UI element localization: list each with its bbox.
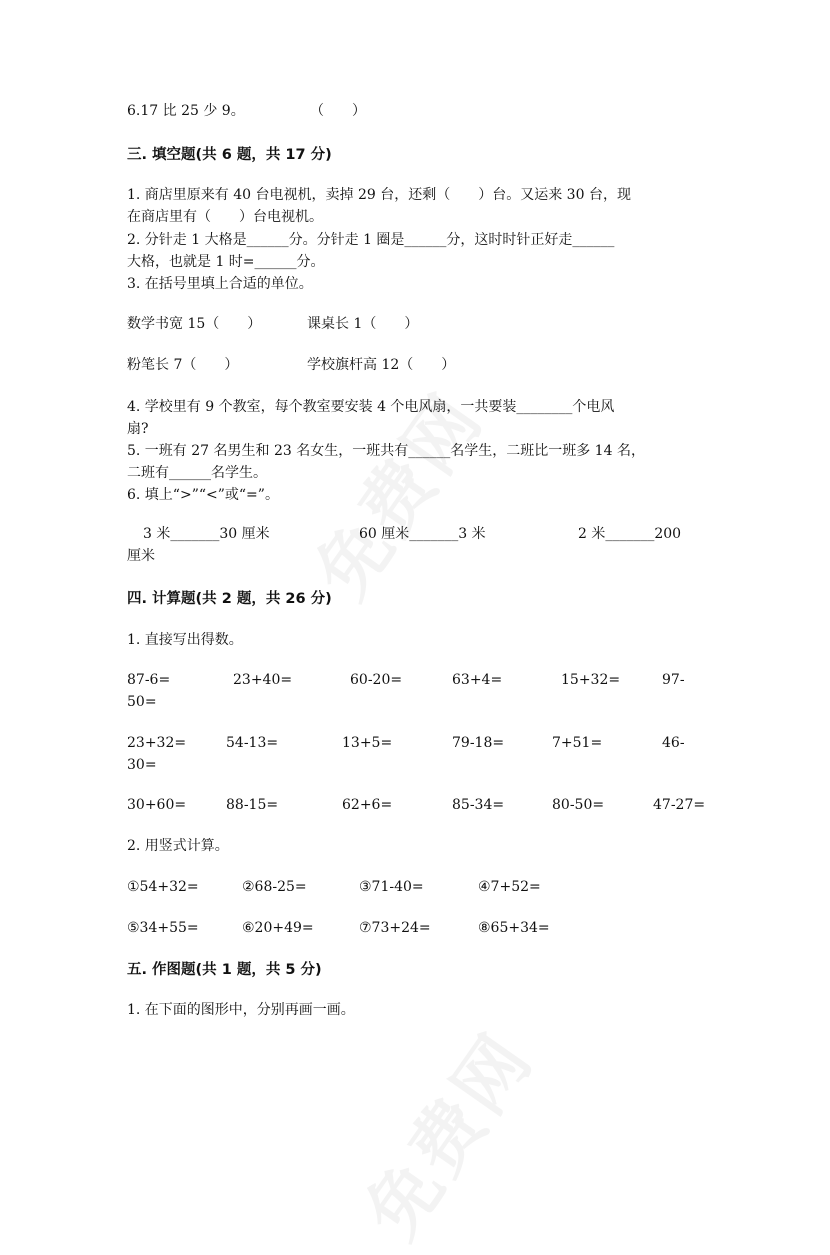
draw-q1: 1. 在下面的图形中，分别再画一画。 (127, 1002, 355, 1018)
unit-item: 学校旗杆高 12（ ） (307, 357, 456, 373)
unit-item: 课桌长 1（ ） (307, 316, 419, 332)
fill-q1-line1: 1. 商店里原来有 40 台电视机，卖掉 29 台，还剩（ ）台。又运来 30 台，现 (127, 187, 631, 203)
fill-q4-line2: 扇? (127, 421, 149, 437)
vertical-item: ⑥20+49= (242, 920, 314, 936)
fill-q5-line1: 5. 一班有 27 名男生和 23 名女生，一班共有______名学生，二班比一班多 14 名， (127, 443, 645, 459)
section-5-heading: 五. 作图题(共 1 题，共 5 分) (127, 962, 322, 978)
compare-item: 60 厘米_______3 米 (359, 526, 486, 542)
vertical-item: ③71-40= (359, 879, 424, 895)
oral-item: 23+32= (127, 735, 187, 751)
fill-q5-line2: 二班有______名学生。 (127, 465, 267, 481)
fill-q4-line1: 4. 学校里有 9 个教室，每个教室要安装 4 个电风扇，一共要装________个电风 (127, 399, 615, 415)
answer-paren: （ ） (310, 103, 366, 119)
oral-item: 88-15= (226, 797, 279, 813)
section-4-heading: 四. 计算题(共 2 题，共 26 分) (127, 591, 332, 607)
fill-q3: 3. 在括号里填上合适的单位。 (127, 276, 313, 292)
fill-q2-line1: 2. 分针走 1 大格是______分。分针走 1 圈是______分，这时时针正好走______ (127, 232, 615, 248)
compare-wrap: 厘米 (127, 548, 155, 564)
vertical-item: ⑤34+55= (127, 920, 199, 936)
oral-item: 63+4= (452, 672, 503, 688)
fill-q2-line2: 大格，也就是 1 时=______分。 (127, 254, 325, 270)
oral-item: 7+51= (552, 735, 603, 751)
oral-item: 15+32= (561, 672, 621, 688)
oral-item: 79-18= (452, 735, 505, 751)
oral-item: 80-50= (552, 797, 605, 813)
unit-item: 粉笔长 7（ ） (127, 357, 239, 373)
vertical-item: ⑧65+34= (478, 920, 550, 936)
oral-wrap: 50= (127, 694, 157, 710)
oral-item: 87-6= (127, 672, 171, 688)
oral-item: 60-20= (350, 672, 403, 688)
question-6: 6.17 比 25 少 9。 (127, 103, 245, 119)
oral-item: 62+6= (342, 797, 393, 813)
oral-item: 46- (662, 735, 685, 751)
fill-q6: 6. 填上“>”“<”或“=”。 (127, 487, 279, 503)
vertical-item: ②68-25= (242, 879, 307, 895)
oral-item: 23+40= (233, 672, 293, 688)
oral-item: 13+5= (342, 735, 393, 751)
oral-item: 85-34= (452, 797, 505, 813)
vertical-item: ④7+52= (478, 879, 541, 895)
oral-item: 47-27= (653, 797, 706, 813)
watermark (336, 1009, 552, 1255)
calc-q1: 1. 直接写出得数。 (127, 632, 243, 648)
section-3-heading: 三. 填空题(共 6 题，共 17 分) (127, 147, 332, 163)
compare-item: 2 米_______200 (578, 526, 682, 542)
fill-q1-line2: 在商店里有（ ）台电视机。 (127, 209, 323, 225)
calc-q2: 2. 用竖式计算。 (127, 838, 229, 854)
oral-wrap: 30= (127, 757, 157, 773)
oral-item: 97- (662, 672, 685, 688)
unit-item: 数学书宽 15（ ） (127, 316, 262, 332)
oral-item: 54-13= (226, 735, 279, 751)
vertical-item: ⑦73+24= (359, 920, 431, 936)
oral-item: 30+60= (127, 797, 187, 813)
vertical-item: ①54+32= (127, 879, 199, 895)
compare-item: 3 米_______30 厘米 (143, 526, 270, 542)
